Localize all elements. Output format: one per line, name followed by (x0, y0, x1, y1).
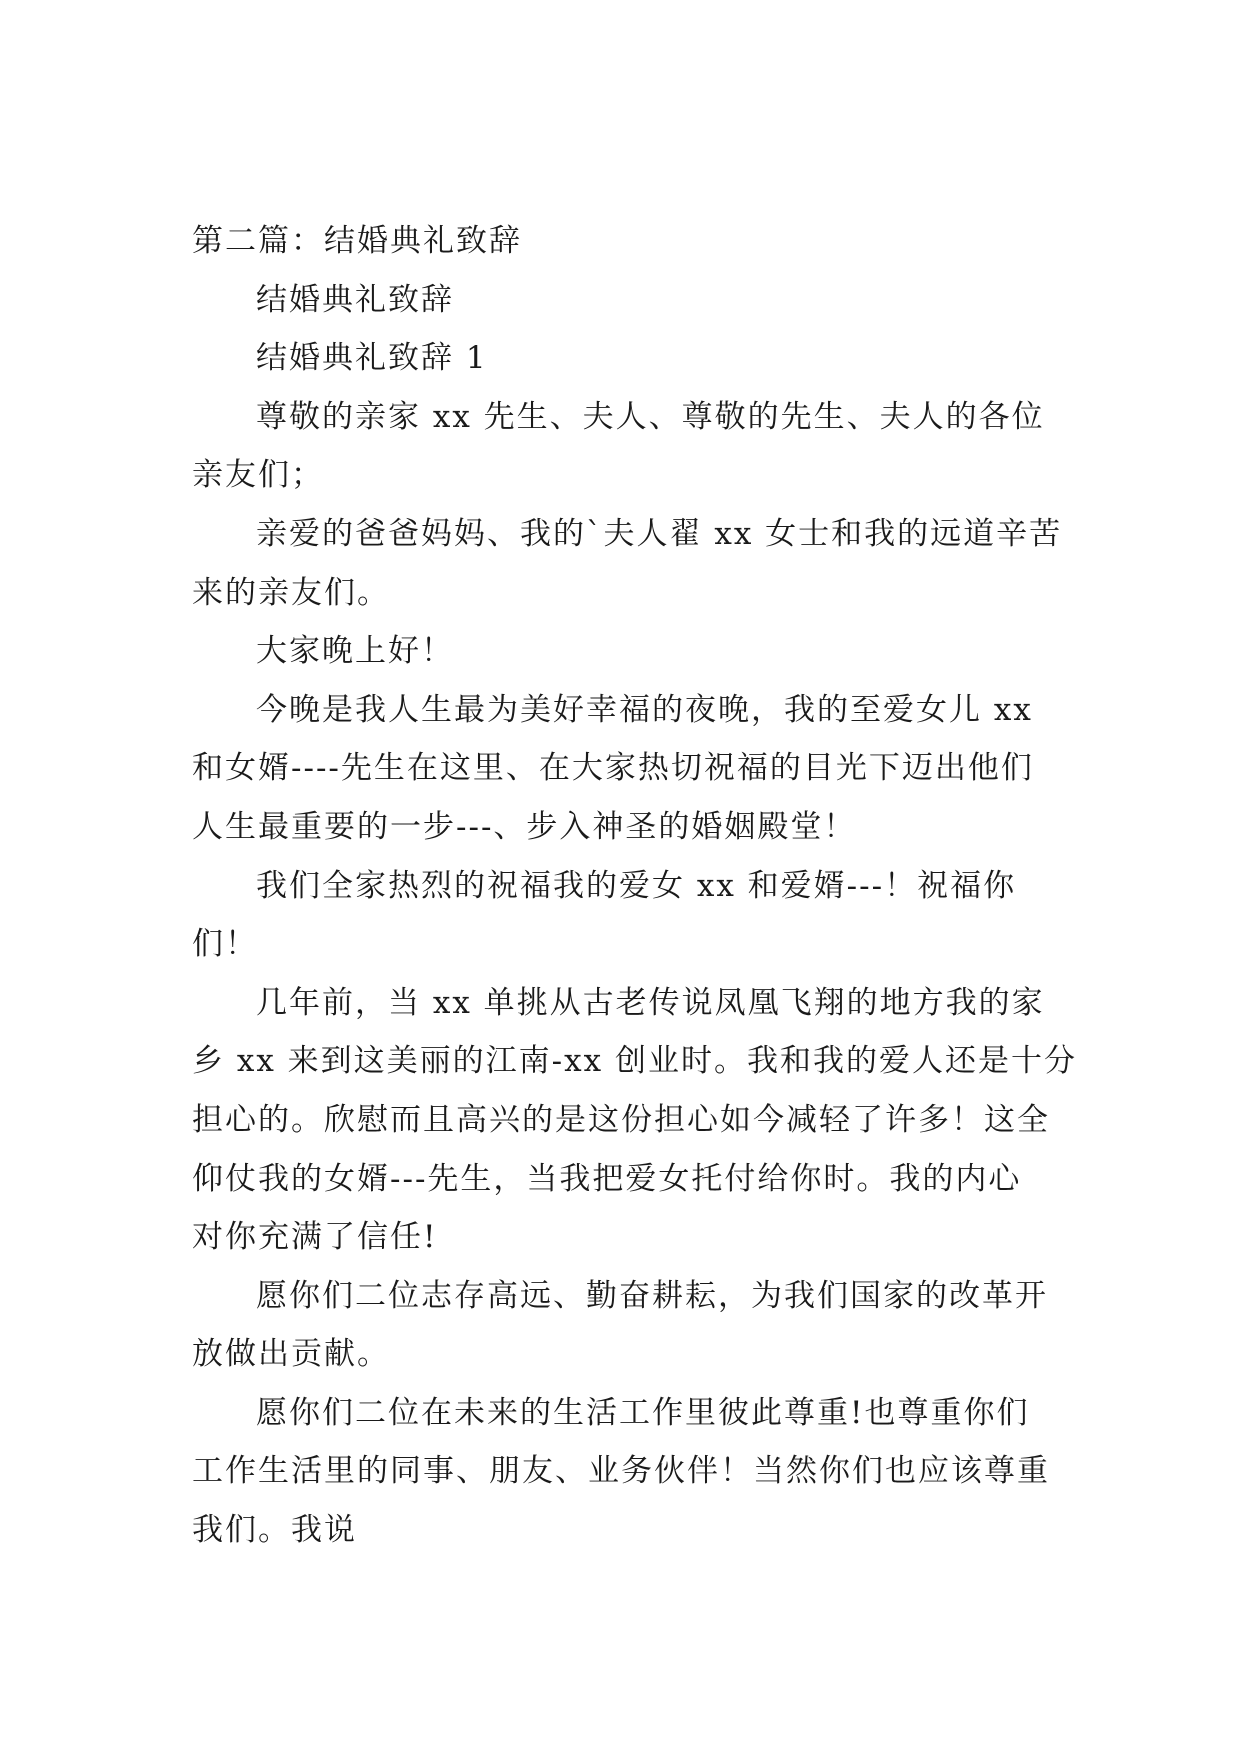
paragraph-line: 对你充满了信任! (192, 1219, 438, 1256)
paragraph (192, 1384, 1048, 1560)
paragraph (192, 974, 1077, 1267)
paragraph-line: 担心的。欣慰而且高兴的是这份担心如今减轻了许多！这全 (192, 1101, 1050, 1138)
paragraph-line: 我们全家热烈的祝福我的爱女 xx 和爱婿---！祝福你 (256, 867, 1017, 904)
paragraph-line: 愿你们二位在未来的生活工作里彼此尊重!也尊重你们 (256, 1394, 1030, 1431)
paragraph (192, 1267, 1048, 1384)
paragraph-line: 大家晚上好！ (256, 633, 454, 670)
section-heading: 第二篇：结婚典礼致辞 (192, 223, 522, 259)
paragraph-line: 今晚是我人生最为美好幸福的夜晚，我的至爱女儿 xx (256, 691, 1033, 728)
document-title: 结婚典礼致辞 (256, 281, 454, 318)
document-subtitle: 结婚典礼致辞 1 (256, 340, 488, 377)
paragraph-line: 几年前，当 xx 单挑从古老传说凤凰飞翔的地方我的家 (256, 984, 1045, 1021)
paragraph-line: 仰仗我的女婿---先生，当我把爱女托付给你时。我的内心 (192, 1160, 1022, 1197)
paragraph-line: 放做出贡献。 (192, 1336, 390, 1373)
paragraph-line: 亲爱的爸爸妈妈、我的`夫人翟 xx 女士和我的远道辛苦 (256, 515, 1063, 552)
paragraph (192, 388, 1048, 505)
paragraph-line: 我们。我说 (192, 1512, 357, 1549)
paragraph (192, 681, 1048, 857)
paragraph-line: 亲友们； (192, 457, 324, 494)
paragraph (192, 622, 1048, 681)
paragraph (192, 857, 1048, 974)
paragraph-line: 和女婿----先生在这里、在大家热切祝福的目光下迈出他们 (192, 750, 1034, 787)
paragraph-line: 愿你们二位志存高远、勤奋耕耘，为我们国家的改革开 (256, 1277, 1048, 1314)
document-body (192, 212, 1077, 1560)
paragraph-line: 来的亲友们。 (192, 574, 390, 611)
paragraph-line: 尊敬的亲家 xx 先生、夫人、尊敬的先生、夫人的各位 (256, 398, 1045, 435)
paragraph (192, 505, 1063, 622)
paragraphs (192, 388, 1077, 1560)
paragraph-line: 乡 xx 来到这美丽的江南-xx 创业时。我和我的爱人还是十分 (192, 1043, 1077, 1080)
paragraph-line: 工作生活里的同事、朋友、业务伙伴！当然你们也应该尊重 (192, 1453, 1050, 1490)
paragraph-line: 们！ (192, 926, 258, 963)
paragraph-line: 人生最重要的一步---、步入神圣的婚姻殿堂！ (192, 808, 857, 845)
